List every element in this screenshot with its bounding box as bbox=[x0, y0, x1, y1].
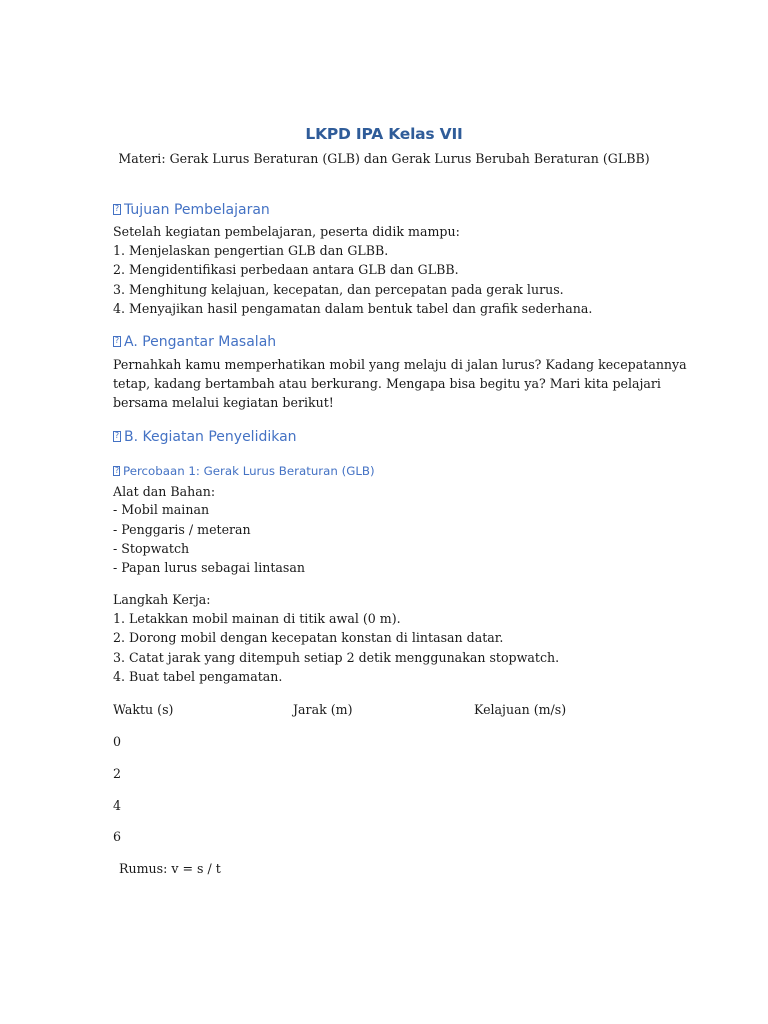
paragraph-line: Pernahkah kamu memperhatikan mobil yang melaju di jalan lurus? Kadang kecepatannya bbox=[113, 357, 687, 372]
paragraph-line: tetap, kadang bertambah atau berkurang. Mengapa bisa begitu ya? Mari kita pelajari bbox=[113, 376, 661, 391]
list-item: 4. Buat tabel pengamatan. bbox=[113, 669, 283, 684]
list-item: 1. Letakkan mobil mainan di titik awal (0 m). bbox=[113, 611, 401, 626]
table-cell: 2 bbox=[113, 766, 122, 781]
missing-glyph-icon bbox=[113, 336, 121, 347]
formula-text: Rumus: v = s / t bbox=[119, 861, 221, 876]
list-item: 3. Catat jarak yang ditempuh setiap 2 detik menggunakan stopwatch. bbox=[113, 650, 560, 665]
document-title: LKPD IPA Kelas VII bbox=[305, 125, 463, 143]
section-heading-label: B. Kegiatan Penyelidikan bbox=[124, 429, 297, 445]
table-cell: 6 bbox=[113, 829, 122, 844]
table-header-cell: Kelajuan (m/s) bbox=[474, 702, 567, 717]
list-item: 2. Dorong mobil dengan kecepatan konstan di lintasan datar. bbox=[113, 630, 504, 645]
section-heading-tujuan bbox=[113, 202, 270, 218]
subsection-heading-label: Percobaan 1: Gerak Lurus Beraturan (GLB) bbox=[123, 464, 375, 478]
list-item: - Stopwatch bbox=[113, 541, 190, 556]
document-subtitle: Materi: Gerak Lurus Beraturan (GLB) dan Gerak Lurus Berubah Beraturan (GLBB) bbox=[118, 151, 650, 166]
langkah-label: Langkah Kerja: bbox=[113, 592, 211, 607]
table-header-cell: Jarak (m) bbox=[293, 702, 353, 717]
list-item: 2. Mengidentifikasi perbedaan antara GLB dan GLBB. bbox=[113, 262, 459, 277]
section-heading-label: A. Pengantar Masalah bbox=[124, 334, 277, 350]
subsection-heading-percobaan-1 bbox=[113, 464, 375, 478]
paragraph-line: bersama melalui kegiatan berikut! bbox=[113, 395, 334, 410]
section-heading-label: Tujuan Pembelajaran bbox=[124, 202, 270, 218]
tujuan-intro: Setelah kegiatan pembelajaran, peserta didik mampu: bbox=[113, 224, 460, 239]
alat-label: Alat dan Bahan: bbox=[113, 484, 216, 499]
list-item: 3. Menghitung kelajuan, kecepatan, dan percepatan pada gerak lurus. bbox=[113, 282, 564, 297]
missing-glyph-icon bbox=[113, 204, 121, 215]
list-item: - Penggaris / meteran bbox=[113, 522, 251, 537]
missing-glyph-icon bbox=[113, 466, 120, 476]
section-heading-kegiatan bbox=[113, 429, 297, 445]
section-heading-pengantar bbox=[113, 334, 276, 350]
missing-glyph-icon bbox=[113, 431, 121, 442]
table-cell: 4 bbox=[113, 798, 122, 813]
list-item: 1. Menjelaskan pengertian GLB dan GLBB. bbox=[113, 243, 389, 258]
list-item: 4. Menyajikan hasil pengamatan dalam bentuk tabel dan grafik sederhana. bbox=[113, 301, 593, 316]
table-header-cell: Waktu (s) bbox=[113, 702, 174, 717]
table-cell: 0 bbox=[113, 734, 122, 749]
list-item: - Mobil mainan bbox=[113, 502, 210, 517]
list-item: - Papan lurus sebagai lintasan bbox=[113, 560, 305, 575]
